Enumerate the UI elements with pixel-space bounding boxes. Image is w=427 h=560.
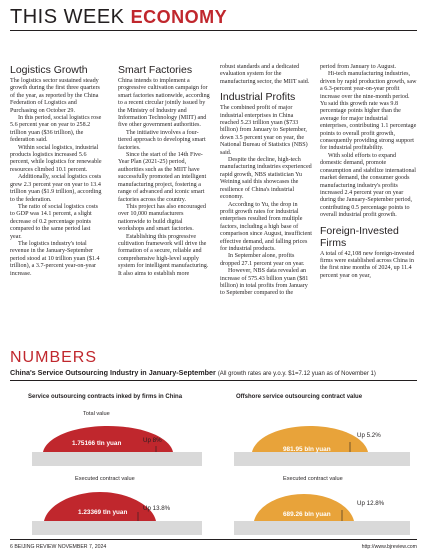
right-total-up: Up 5.2%: [357, 432, 381, 439]
numbers-subtitle: [10, 368, 376, 377]
paragraph: A total of 42,108 new foreign-invested firms were established across China in the first nine months of 2024, up 11.4 percent year on year,: [320, 250, 415, 279]
footer-folio: 6 BEIJING REVIEW NOVEMBER 7, 2024: [10, 544, 107, 550]
masthead-section: ECONOMY: [130, 7, 228, 27]
paragraph: In this period, social logistics rose 5.6 percent year on year to 258.2 trillion yuan ($36 trillion), the federation said.: [10, 115, 102, 144]
paragraph: The combined profit of major industrial enterprises in China reached 5.23 trillion yuan ($733 billion) from January to September, down 3.5 percent year on year, the National Bureau of Statistics (NBS) said.: [220, 105, 308, 156]
left-total-up: Up 8%: [143, 437, 162, 444]
right-exec-label: Executed contract value: [283, 476, 343, 482]
paragraph: Hi-tech manufacturing industries, driven by rapid production growth, saw a 6.3-percent year-on-year profit increase over the nine-month period. Yu said this growth rate was 9.8 percentage points higher than the average for major industrial enterprises, contributing 1.1 percentage points to overall profit growth, consequently providing strong support for industrial profitability.: [320, 71, 417, 152]
numbers-subtitle-text: China's Service Outsourcing Industry in January-September: [10, 368, 216, 377]
paragraph: However, NBS data revealed an increase of 575.43 billion yuan ($81 billion) in total profits from January to September compared to the: [220, 268, 309, 297]
numbers-title: NUMBERS: [10, 349, 98, 366]
paragraph: According to Yu, the drop in profit growth rates for industrial enterprises resulted from multiple factors, including a high base of comparison since August, insufficient effective demand, and falling prices for industrial products.: [220, 201, 312, 252]
paragraph: The ratio of social logistics costs to GDP was 14.1 percent, a slight decrease of 0.2 percentage points compared to the same period last year.: [10, 203, 99, 240]
paragraph: The logistics industry's total revenue in the January-September period stood at 10 trillion yuan ($1.4 trillion), a 3.7-percent year-on-year increase.: [10, 240, 100, 277]
heading-logistics-growth: Logistics Growth: [10, 64, 88, 76]
paragraph: In September alone, profits dropped 27.1 percent year on year.: [220, 253, 305, 267]
right-infographic-heading: Offshore service outsourcing contract value: [236, 394, 363, 400]
paragraph: This project has also encouraged over 10,000 manufacturers nationwide to build digital workshops and smart factories.: [118, 203, 206, 233]
left-exec-base: [32, 521, 202, 535]
heading-smart-factories: Smart Factories: [118, 64, 193, 76]
article-industrial-profits-continued: [320, 64, 417, 280]
right-total-graphic: [230, 420, 415, 470]
paragraph: Despite the decline, high-tech manufacturing industries experienced rapid growth, NBS statistician Yu Weining said this showcases the resilience of China's industrial economy.: [220, 157, 312, 201]
paragraph: With solid efforts to expand domestic demand, promote consumption and stabilize international market demand, the consumer goods manufacturing industry's profits increased 2.4 percent year on year during the January-September period, contributing 0.5 percentage points to overall industrial profit growth.: [320, 152, 416, 219]
left-exec-label: Executed contract value: [75, 476, 135, 482]
paragraph: Establishing this progressive cultivation framework will drive the formation of a secure, reliable and comprehensive high-level supply system for intelligent manufacturing. It also aims to establish more: [118, 233, 209, 277]
paragraph: The initiative involves a four-tiered approach to developing smart factories.: [118, 129, 206, 151]
right-total-base: [234, 452, 410, 466]
left-total-label: Total value: [83, 411, 110, 417]
paragraph: Additionally, social logistics costs grew 2.3 percent year on year to 13.4 trillion yuan ($1.9 trillion), according to the federation.: [10, 174, 102, 203]
left-exec-up: Up 13.8%: [143, 505, 171, 512]
left-infographic-heading: Service outsourcing contracts inked by firms in China: [28, 394, 183, 400]
paragraph: Since the start of the 14th Five-Year Plan (2021-25) period, authorities such as the MIIT have successfully promoted an intelligent manufacturing project, fostering a range of advanced and iconic smart factories across the country.: [118, 152, 207, 203]
article-industrial-profits: [220, 64, 312, 298]
heading-industrial-profits: Industrial Profits: [220, 91, 296, 104]
footer-rule: [10, 539, 417, 540]
left-exec-dome: [44, 492, 156, 521]
footer-url: http://www.bjreview.com: [361, 544, 417, 550]
left-total-base: [32, 452, 202, 466]
article-logistics-growth: [10, 64, 102, 278]
right-exec-base: [234, 521, 410, 535]
left-total-value: 1.75166 tln yuan: [72, 440, 122, 447]
article-smart-factories: [118, 64, 210, 278]
numbers-note: (All growth rates are y.o.y. $1=7.12 yuan as of November 1): [217, 371, 376, 377]
numbers-rule: [10, 380, 417, 381]
paragraph: China intends to implement a progressive cultivation campaign for smart factories nationwide, according to a recent circular jointly issued by the Ministry of Industry and Information Technology (MIIT) and five other government authorities.: [118, 78, 210, 129]
masthead: [10, 6, 227, 29]
right-exec-up: Up 12.8%: [357, 500, 385, 507]
paragraph: period from January to August.: [320, 64, 396, 70]
paragraph: robust standards and a dedicated evaluation system for the manufacturing sector, the MIIT said.: [220, 64, 310, 85]
right-total-value: 981.95 bln yuan: [283, 446, 331, 453]
right-exec-value: 689.26 bln yuan: [283, 511, 331, 518]
paragraph: The logistics sector sustained steady growth during the first three quarters of the year, as reported by the China Federation of Logistics and Purchasing on October 29.: [10, 78, 100, 114]
masthead-rule: [10, 30, 417, 31]
heading-foreign-invested-firms: Foreign-Invested Firms: [320, 224, 399, 249]
left-exec-value: 1.23369 tln yuan: [78, 509, 128, 516]
paragraph: Within social logistics, industrial products logistics increased 5.6 percent, while logistics for renewable resources climbed 10.1 percent.: [10, 144, 102, 173]
masthead-prefix: THIS WEEK: [10, 6, 125, 28]
